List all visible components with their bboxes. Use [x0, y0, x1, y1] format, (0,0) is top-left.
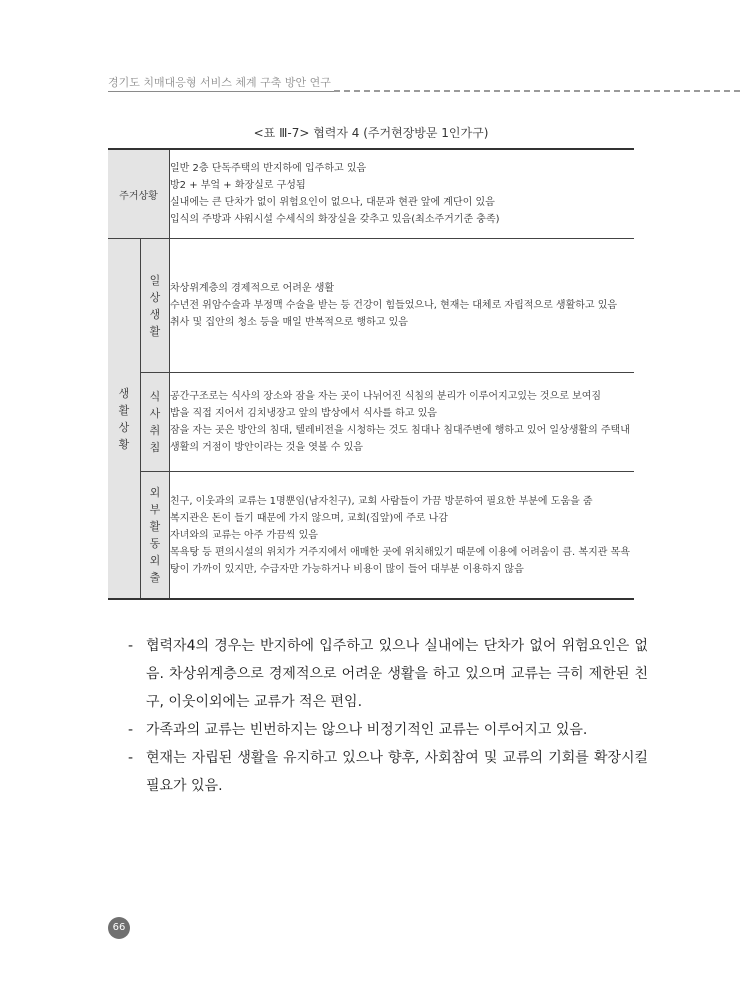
housing-label: 주거상황	[108, 149, 170, 239]
label-char: 동	[149, 537, 161, 550]
table-caption: <표 Ⅲ-7> 협력자 4 (주거현장방문 1인가구)	[253, 126, 489, 140]
header-rule	[108, 91, 334, 92]
label-char: 일	[149, 273, 161, 287]
daily-life-content	[170, 239, 635, 373]
label-char: 생	[149, 307, 161, 321]
label-char: 황	[118, 437, 130, 451]
meal-sleep-content	[170, 373, 635, 472]
housing-line: 방2 + 부엌 + 화장실로 구성됨	[170, 180, 306, 191]
page-number: 66	[108, 917, 130, 939]
life-status-label	[108, 239, 141, 600]
label-char: 침	[149, 441, 161, 454]
daily-line: 취사 및 집안의 청소 등을 매일 반복적으로 행하고 있음	[170, 317, 408, 328]
summary-item	[128, 744, 648, 800]
summary-list	[128, 632, 648, 800]
meal-sleep-label	[141, 373, 170, 472]
outing-label	[141, 472, 170, 600]
label-char: 외	[149, 486, 161, 499]
label-char: 활	[118, 403, 130, 417]
summary-item	[128, 632, 648, 716]
housing-line: 일반 2층 단독주택의 반지하에 입주하고 있음	[170, 163, 367, 174]
table-row-meal-sleep	[108, 373, 634, 472]
participant-table	[108, 148, 634, 600]
meal-line: 잠을 자는 곳은 방안의 침대, 텔레비전을 시청하는 것도 침대나 침대주변에 행하고 있어 일상생활의 주택내 생활의 거점이 방안이라는 것을 엿볼 수 있음	[170, 425, 630, 453]
housing-line: 실내에는 큰 단차가 없이 위험요인이 없으나, 대문과 현관 앞에 계단이 있음	[170, 197, 495, 208]
label-char: 외	[149, 554, 161, 567]
label-char: 활	[149, 324, 161, 338]
label-char: 활	[149, 520, 161, 533]
running-header: 경기도 치매대응형 서비스 체계 구축 방안 연구	[108, 76, 331, 89]
summary-text: 현재는 자립된 생활을 유지하고 있으나 향후, 사회참여 및 교류의 기회를 확장시킬 필요가 있음.	[146, 750, 648, 794]
outing-line: 복지관은 돈이 들기 때문에 가지 않으며, 교회(집앞)에 주로 나감	[170, 512, 448, 524]
table-row-daily-life	[108, 239, 634, 373]
header-rule-dashed	[334, 90, 740, 92]
housing-line: 입식의 주방과 샤워시설 수세식의 화장실을 갖추고 있음(최소주거기준 충족)	[170, 214, 500, 225]
meal-line: 밥을 직접 지어서 김치냉장고 앞의 밥상에서 식사를 하고 있음	[170, 408, 437, 419]
dash-bullet: -	[128, 750, 134, 766]
dash-bullet: -	[128, 638, 134, 654]
outing-line: 목욕탕 등 편의시설의 위치가 거주지에서 애매한 곳에 위치해있기 때문에 이용에 어려움이 큼. 복지관 목욕탕이 가까이 있지만, 수급자만 가능하거나 비용이 많이 들어 대부분 이용하지 않음	[170, 546, 630, 575]
daily-life-label	[141, 239, 170, 373]
label-char: 부	[149, 503, 161, 516]
outing-content	[170, 472, 635, 600]
label-char: 출	[149, 571, 161, 584]
meal-line: 공간구조로는 식사의 장소와 잠을 자는 곳이 나뉘어진 식침의 분리가 이루어지고있는 것으로 보여짐	[170, 391, 602, 402]
housing-content	[170, 149, 635, 239]
summary-text: 가족과의 교류는 빈번하지는 않으나 비정기적인 교류는 이루어지고 있음.	[146, 722, 588, 738]
label-char: 식	[149, 390, 161, 403]
summary-text: 협력자4의 경우는 반지하에 입주하고 있으나 실내에는 단차가 없어 위험요인은 없음. 차상위계층으로 경제적으로 어려운 생활을 하고 있으며 교류는 극히 제한된 친구, 이웃이외에는 교류가 적은 편임.	[146, 638, 648, 710]
label-char: 생	[118, 386, 130, 400]
outing-line: 자녀와의 교류는 아주 가끔씩 있음	[170, 529, 318, 541]
outing-line: 친구, 이웃과의 교류는 1명뿐임(남자친구), 교회 사람들이 가끔 방문하여 필요한 부분에 도움을 줌	[170, 495, 593, 507]
label-char: 사	[149, 407, 161, 420]
table-row-housing	[108, 149, 634, 239]
label-char: 취	[149, 424, 161, 437]
summary-item	[128, 716, 648, 744]
daily-line: 차상위계층의 경제적으로 어려운 생활	[170, 283, 335, 294]
dash-bullet: -	[128, 722, 134, 738]
label-char: 상	[149, 290, 161, 304]
table-row-outing	[108, 472, 634, 600]
daily-line: 수년전 위암수술과 부정맥 수술을 받는 등 건강이 힘들었으나, 현재는 대체로 자립적으로 생활하고 있음	[170, 300, 618, 311]
label-char: 상	[118, 420, 130, 434]
